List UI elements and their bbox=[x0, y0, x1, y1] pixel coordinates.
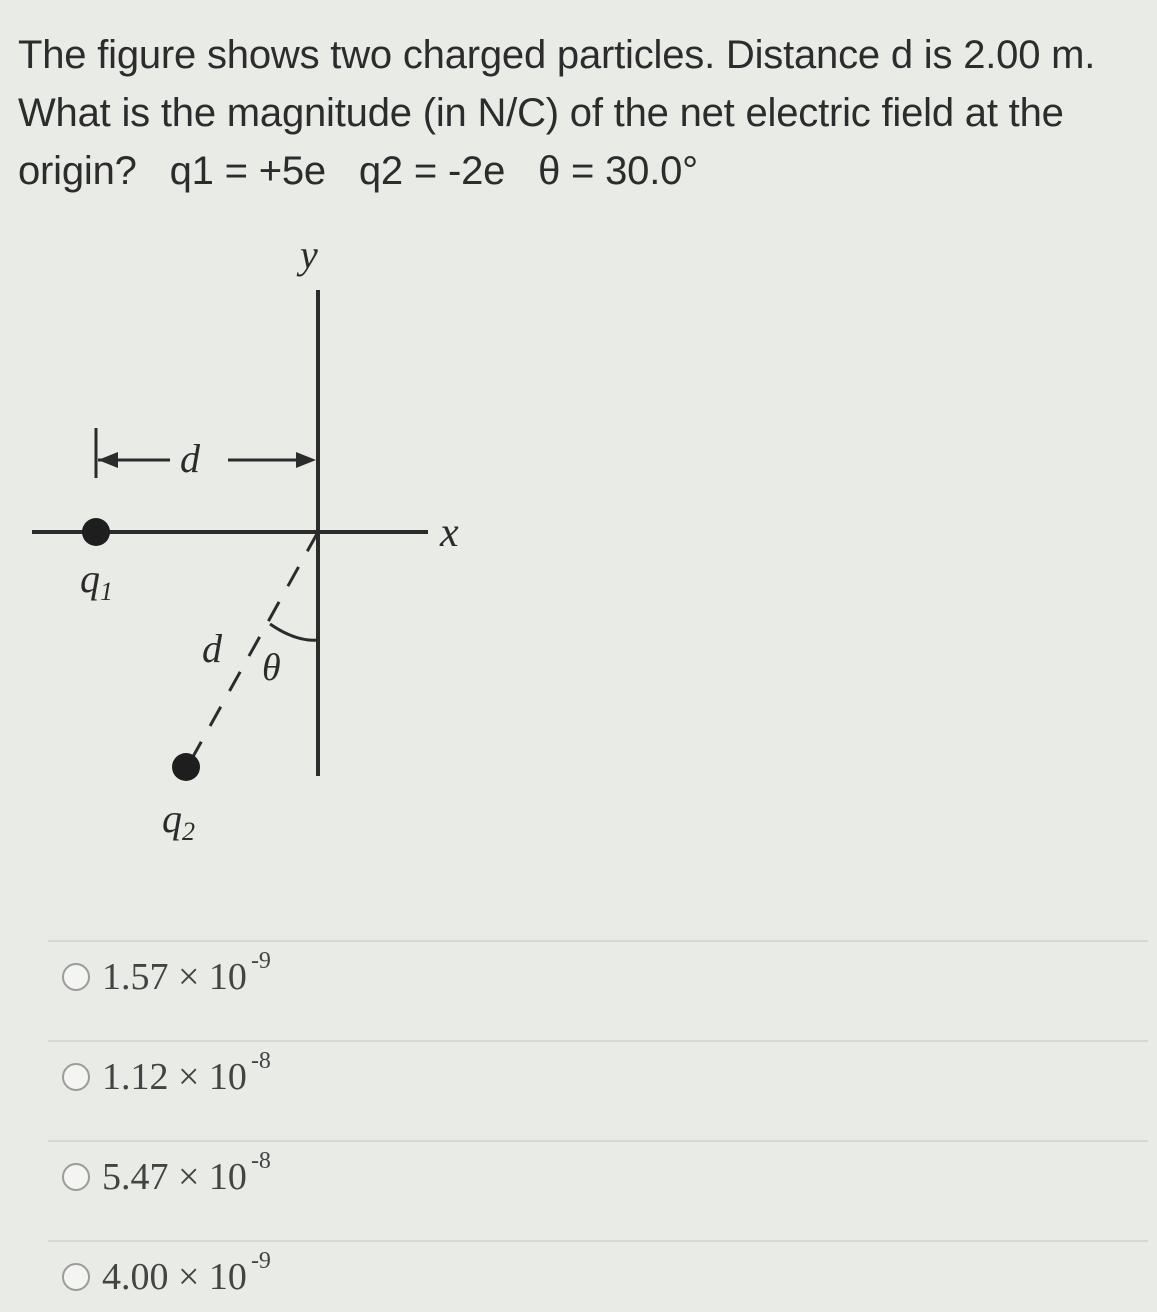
answer-exponent: -9 bbox=[250, 947, 271, 974]
d-label-diagonal: d bbox=[202, 626, 222, 671]
radio-button[interactable] bbox=[62, 963, 90, 991]
answer-option-3[interactable] bbox=[48, 1140, 1148, 1212]
q2-label: $q_2$ bbox=[162, 796, 195, 846]
theta-arc bbox=[270, 624, 318, 640]
d-label-horizontal: d bbox=[180, 436, 200, 481]
question-text bbox=[18, 26, 1148, 200]
radio-button[interactable] bbox=[62, 1063, 90, 1091]
answer-option-2[interactable] bbox=[48, 1040, 1148, 1112]
answer-value: 1.12 × 10 bbox=[102, 1056, 247, 1098]
question-line-2: What is the magnitude (in N/C) of the net electric field at the bbox=[18, 91, 1064, 135]
radio-button[interactable] bbox=[62, 1163, 90, 1191]
answer-value: 4.00 × 10 bbox=[102, 1256, 247, 1298]
answer-exponent: -9 bbox=[250, 1247, 271, 1274]
charge-q1 bbox=[82, 518, 110, 546]
answer-exponent: -8 bbox=[250, 1147, 271, 1174]
answer-option-4[interactable] bbox=[48, 1240, 1148, 1312]
radio-button[interactable] bbox=[62, 1263, 90, 1291]
figure-diagram bbox=[0, 220, 520, 860]
d-arrow-right-head bbox=[296, 452, 316, 468]
param-q2: q2 = -2e bbox=[358, 149, 506, 193]
question-line-3 bbox=[18, 142, 1148, 200]
param-theta: θ = 30.0° bbox=[538, 149, 698, 193]
q1-label: $q_1$ bbox=[80, 556, 113, 606]
answer-value: 5.47 × 10 bbox=[102, 1156, 247, 1198]
answer-exponent: -8 bbox=[250, 1047, 271, 1074]
answer-value: 1.57 × 10 bbox=[102, 956, 247, 998]
charge-q2 bbox=[172, 753, 200, 781]
theta-label: θ bbox=[262, 647, 281, 689]
answer-option-1[interactable] bbox=[48, 940, 1148, 1012]
question-line-1: The figure shows two charged particles. Distance d is 2.00 m. bbox=[18, 33, 1096, 77]
question-origin: origin? bbox=[18, 149, 137, 193]
y-axis-label: y bbox=[300, 232, 318, 277]
param-q1: q1 = +5e bbox=[169, 149, 326, 193]
charge-figure bbox=[0, 220, 520, 860]
d-arrow-left-head bbox=[98, 452, 118, 468]
x-axis-label: x bbox=[440, 510, 459, 556]
